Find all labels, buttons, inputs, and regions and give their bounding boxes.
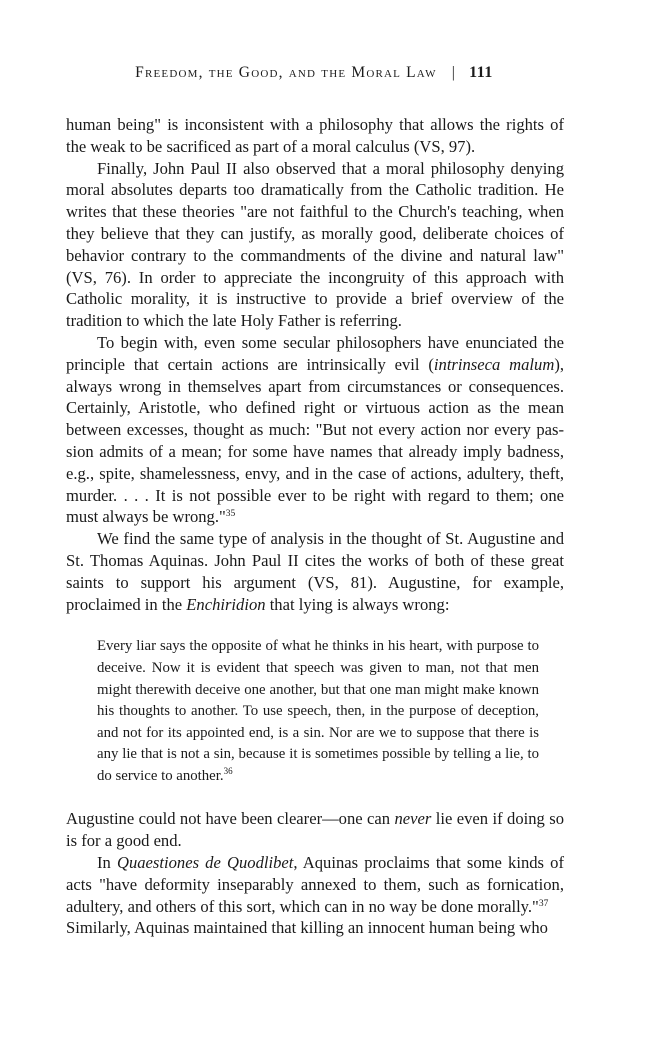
- paragraph-text: Finally, John Paul II also observed that a moral philosophy denying moral absolutes departs too dramatically from the Catholic tradition. He writes that these theories "are not faithful to the Church's teaching, when they believe that they can justify, as morally good, deliberate choices of behavior contrary to the commandments of the divine and natural law" (VS, 76). In order to appreciate the incongruity of this approach with Catholic morality, it is instructive to provide a brief overview of the tradition to which the late Holy Father is referring.: [66, 158, 564, 331]
- page-number: 111: [469, 64, 493, 81]
- running-title: Freedom, the Good, and the Moral Law: [135, 64, 437, 81]
- paragraph-continued: [66, 808, 564, 852]
- paragraph-text: We find the same type of analysis in the thought of St. Augustine and St. Thomas Aquinas. John Paul II cites the works of both of these great saints to support his argument (VS, 81). Augustine, for example, proclaimed in the: [66, 529, 564, 614]
- book-title: Quaestiones de Quodlibet: [116, 853, 294, 873]
- paragraph-text: Similarly, Aquinas maintained that killing an innocent human being who: [66, 918, 548, 938]
- header-separator: |: [451, 64, 457, 81]
- paragraph: [66, 528, 564, 615]
- footnote-marker: 37: [538, 898, 549, 909]
- paragraph: [66, 158, 564, 332]
- paragraph: [66, 852, 564, 917]
- paragraph-text: To begin with, even some secular philosophers have enunciated the principle that certain actions are intrinsically evil (: [66, 332, 564, 374]
- footnote-marker: 36: [223, 765, 233, 776]
- emphasis: never: [394, 809, 432, 829]
- paragraph-text: In: [97, 853, 117, 873]
- paragraph-text: lie even if doing so is for a good end.: [66, 809, 564, 851]
- paragraph-text: human being" is inconsistent with a philosophy that allows the rights of the weak to be sacrificed as part of a moral calculus (VS, 97).: [66, 115, 564, 156]
- paragraph-continued: [66, 917, 564, 939]
- latin-term: intrinseca malum: [433, 354, 555, 374]
- paragraph-text: Augustine could not have been clearer—one can: [66, 809, 395, 829]
- running-header: [66, 64, 562, 82]
- paragraph-text: ), always wrong in themselves apart from circumstances or consequences. Certainly, Aristotle, who defined right or virtuous action as the mean between excesses, thought as much: "But not every action nor every passion admits of a mean; for some have names that already imply badness, e.g., spite, shamelessness, envy, and in the case of actions, adultery, theft, murder. . . . It is not possible ever to be right with regard to them; one must always be wrong.": [66, 354, 564, 527]
- page-body: [66, 114, 564, 939]
- footnote-marker: 35: [225, 509, 236, 520]
- paragraph: [66, 332, 564, 528]
- paragraph-text: that lying is always wrong:: [265, 594, 450, 614]
- paragraph-continued: [66, 114, 564, 158]
- block-quotation: [97, 636, 539, 787]
- book-title: Enchiridion: [186, 594, 266, 614]
- paragraph-text: , Aquinas proclaims that some kinds of acts "have deformity inseparably annexed to them, such as fornication, adultery, and others of this sort, which can in no way be done morally.": [66, 853, 564, 916]
- quotation-text: Every liar says the opposite of what he thinks in his heart, with purpose to deceive. Now it is evident that speech was given to man, not that men might therewith deceive one another, but that one man might make known his thoughts to another. To use speech, then, in the purpose of deception, and not for its appointed end, is a sin. Nor are we to suppose that there is any lie that is not a sin, because it is sometimes possible by telling a lie, to do service to another.: [97, 638, 539, 784]
